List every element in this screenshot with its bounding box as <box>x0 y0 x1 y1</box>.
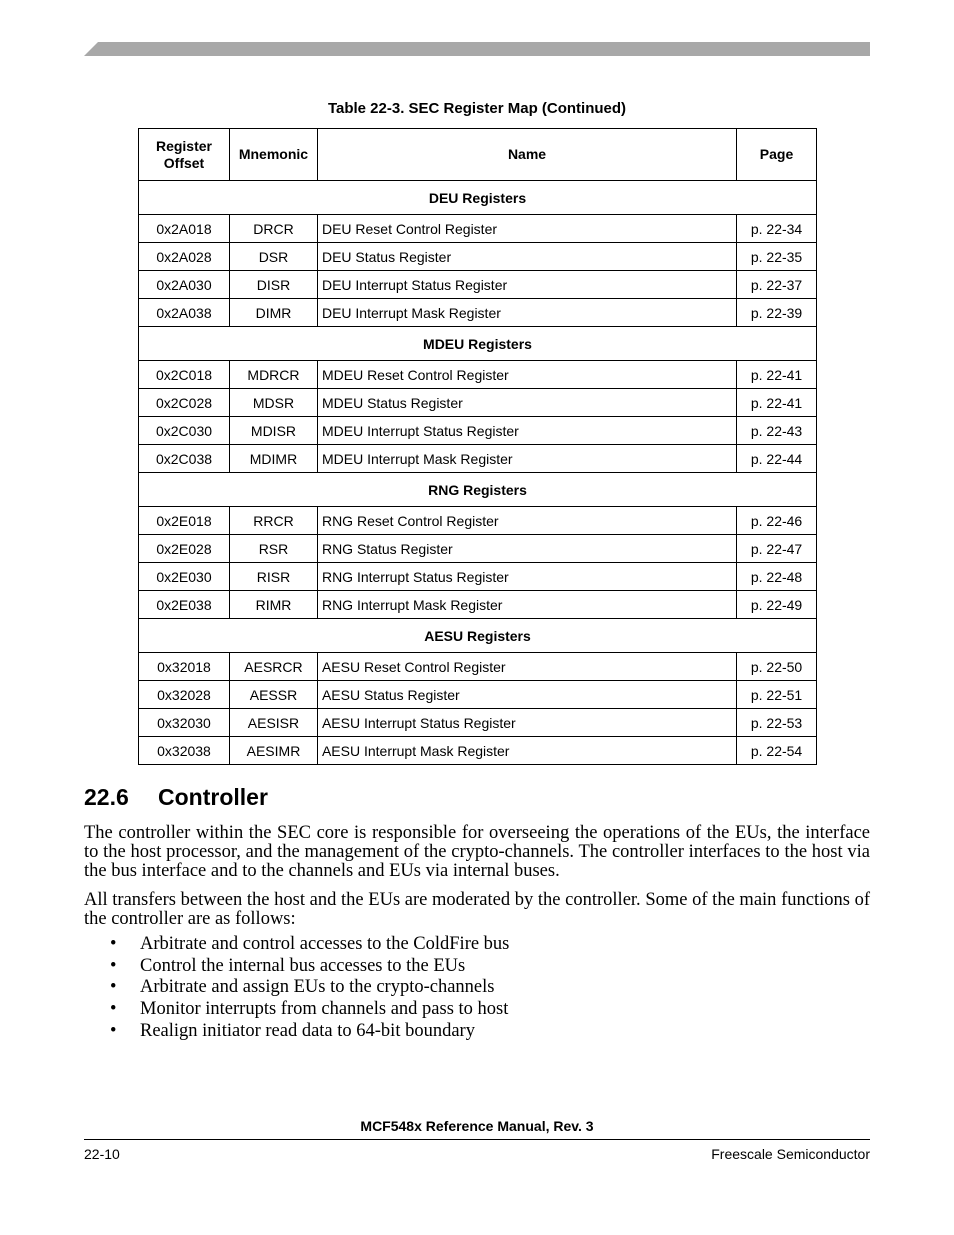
cell-offset: 0x2E030 <box>139 563 230 591</box>
table-row <box>139 709 817 737</box>
table-row <box>139 243 817 271</box>
cell-mnemonic: DRCR <box>229 215 317 243</box>
column-header-page: Page <box>737 129 817 181</box>
cell-offset: 0x2E028 <box>139 535 230 563</box>
table-row <box>139 563 817 591</box>
cell-page: p. 22-51 <box>737 681 817 709</box>
cell-page: p. 22-50 <box>737 653 817 681</box>
cell-name: MDEU Interrupt Mask Register <box>317 445 736 473</box>
cell-name: DEU Status Register <box>317 243 736 271</box>
paragraph-controller-functions: All transfers between the host and the EUs are moderated by the controller. Some of the main functions of the controller are as follows: <box>84 890 870 929</box>
table-row <box>139 361 817 389</box>
table-row <box>139 271 817 299</box>
cell-page: p. 22-34 <box>737 215 817 243</box>
cell-mnemonic: RIMR <box>229 591 317 619</box>
cell-mnemonic: MDSR <box>229 389 317 417</box>
cell-mnemonic: RRCR <box>229 507 317 535</box>
cell-name: RNG Interrupt Mask Register <box>317 591 736 619</box>
cell-page: p. 22-47 <box>737 535 817 563</box>
cell-offset: 0x32038 <box>139 737 230 765</box>
cell-name: DEU Reset Control Register <box>317 215 736 243</box>
column-header-name: Name <box>317 129 736 181</box>
cell-page: p. 22-49 <box>737 591 817 619</box>
cell-mnemonic: DISR <box>229 271 317 299</box>
cell-name: AESU Interrupt Mask Register <box>317 737 736 765</box>
register-map-table <box>138 128 817 765</box>
table-group-row <box>139 181 817 215</box>
cell-offset: 0x32030 <box>139 709 230 737</box>
cell-mnemonic: RSR <box>229 535 317 563</box>
cell-page: p. 22-48 <box>737 563 817 591</box>
cell-name: RNG Interrupt Status Register <box>317 563 736 591</box>
table-row <box>139 417 817 445</box>
cell-name: AESU Interrupt Status Register <box>317 709 736 737</box>
section-number: 22.6 <box>84 784 129 810</box>
table-group-row <box>139 619 817 653</box>
cell-page: p. 22-41 <box>737 361 817 389</box>
cell-offset: 0x2A018 <box>139 215 230 243</box>
list-item: • Arbitrate and assign EUs to the crypto-channels <box>110 977 495 998</box>
cell-page: p. 22-37 <box>737 271 817 299</box>
footer-divider <box>84 1139 870 1140</box>
table-row <box>139 445 817 473</box>
functions-list <box>110 934 509 1042</box>
cell-offset: 0x2A038 <box>139 299 230 327</box>
cell-name: MDEU Status Register <box>317 389 736 417</box>
paragraph-controller-overview: The controller within the SEC core is responsible for overseeing the operations of the EUs, the interface to the host processor, and the management of the crypto-channels. The controller interfaces to the host via the bus interface and to the channels and EUs via internal buses. <box>84 823 870 881</box>
cell-offset: 0x2C030 <box>139 417 230 445</box>
cell-page: p. 22-39 <box>737 299 817 327</box>
cell-page: p. 22-43 <box>737 417 817 445</box>
cell-offset: 0x2E038 <box>139 591 230 619</box>
table-group-row <box>139 473 817 507</box>
list-item: • Monitor interrupts from channels and pass to host <box>110 999 509 1020</box>
cell-offset: 0x2A028 <box>139 243 230 271</box>
cell-offset: 0x32028 <box>139 681 230 709</box>
list-item: • Control the internal bus accesses to the EUs <box>110 955 466 976</box>
list-item: • Realign initiator read data to 64-bit boundary <box>110 1020 475 1041</box>
cell-name: AESU Status Register <box>317 681 736 709</box>
section-title: Controller <box>158 784 268 810</box>
group-title: AESU Registers <box>139 619 817 653</box>
cell-name: AESU Reset Control Register <box>317 653 736 681</box>
cell-page: p. 22-35 <box>737 243 817 271</box>
cell-mnemonic: DIMR <box>229 299 317 327</box>
cell-offset: 0x32018 <box>139 653 230 681</box>
footer-company: Freescale Semiconductor <box>711 1146 870 1162</box>
header-bar <box>84 42 870 56</box>
cell-mnemonic: RISR <box>229 563 317 591</box>
cell-page: p. 22-54 <box>737 737 817 765</box>
footer-page-number: 22-10 <box>84 1146 120 1162</box>
cell-name: DEU Interrupt Mask Register <box>317 299 736 327</box>
cell-offset: 0x2C018 <box>139 361 230 389</box>
table-row <box>139 389 817 417</box>
table-row <box>139 737 817 765</box>
cell-offset: 0x2A030 <box>139 271 230 299</box>
cell-offset: 0x2C028 <box>139 389 230 417</box>
table-caption: Table 22-3. SEC Register Map (Continued) <box>327 100 627 117</box>
bullet-icon: • <box>110 977 117 998</box>
table-row <box>139 299 817 327</box>
bullet-icon: • <box>110 999 117 1020</box>
cell-page: p. 22-44 <box>737 445 817 473</box>
table-group-row <box>139 327 817 361</box>
cell-name: MDEU Reset Control Register <box>317 361 736 389</box>
cell-offset: 0x2E018 <box>139 507 230 535</box>
group-title: MDEU Registers <box>139 327 817 361</box>
bullet-icon: • <box>110 934 117 954</box>
table-row <box>139 507 817 535</box>
table-row <box>139 653 817 681</box>
group-title: RNG Registers <box>139 473 817 507</box>
cell-name: MDEU Interrupt Status Register <box>317 417 736 445</box>
cell-page: p. 22-46 <box>737 507 817 535</box>
cell-mnemonic: AESIMR <box>229 737 317 765</box>
cell-page: p. 22-53 <box>737 709 817 737</box>
cell-mnemonic: AESISR <box>229 709 317 737</box>
group-title: DEU Registers <box>139 181 817 215</box>
cell-mnemonic: MDRCR <box>229 361 317 389</box>
list-item: • Arbitrate and control accesses to the ColdFire bus <box>110 934 510 954</box>
table-row <box>139 535 817 563</box>
table-row <box>139 591 817 619</box>
cell-mnemonic: DSR <box>229 243 317 271</box>
cell-offset: 0x2C038 <box>139 445 230 473</box>
column-header-register-offset: Register Offset <box>139 129 230 181</box>
bullet-icon: • <box>110 1020 117 1041</box>
cell-mnemonic: AESSR <box>229 681 317 709</box>
cell-mnemonic: MDISR <box>229 417 317 445</box>
footer-document-title: MCF548x Reference Manual, Rev. 3 <box>360 1118 594 1134</box>
cell-mnemonic: MDIMR <box>229 445 317 473</box>
table-header-row <box>139 129 817 181</box>
column-header-mnemonic: Mnemonic <box>229 129 317 181</box>
section-heading <box>84 784 268 811</box>
bullet-icon: • <box>110 955 117 976</box>
cell-name: DEU Interrupt Status Register <box>317 271 736 299</box>
cell-mnemonic: AESRCR <box>229 653 317 681</box>
cell-name: RNG Status Register <box>317 535 736 563</box>
table-row <box>139 215 817 243</box>
table-row <box>139 681 817 709</box>
cell-page: p. 22-41 <box>737 389 817 417</box>
cell-name: RNG Reset Control Register <box>317 507 736 535</box>
